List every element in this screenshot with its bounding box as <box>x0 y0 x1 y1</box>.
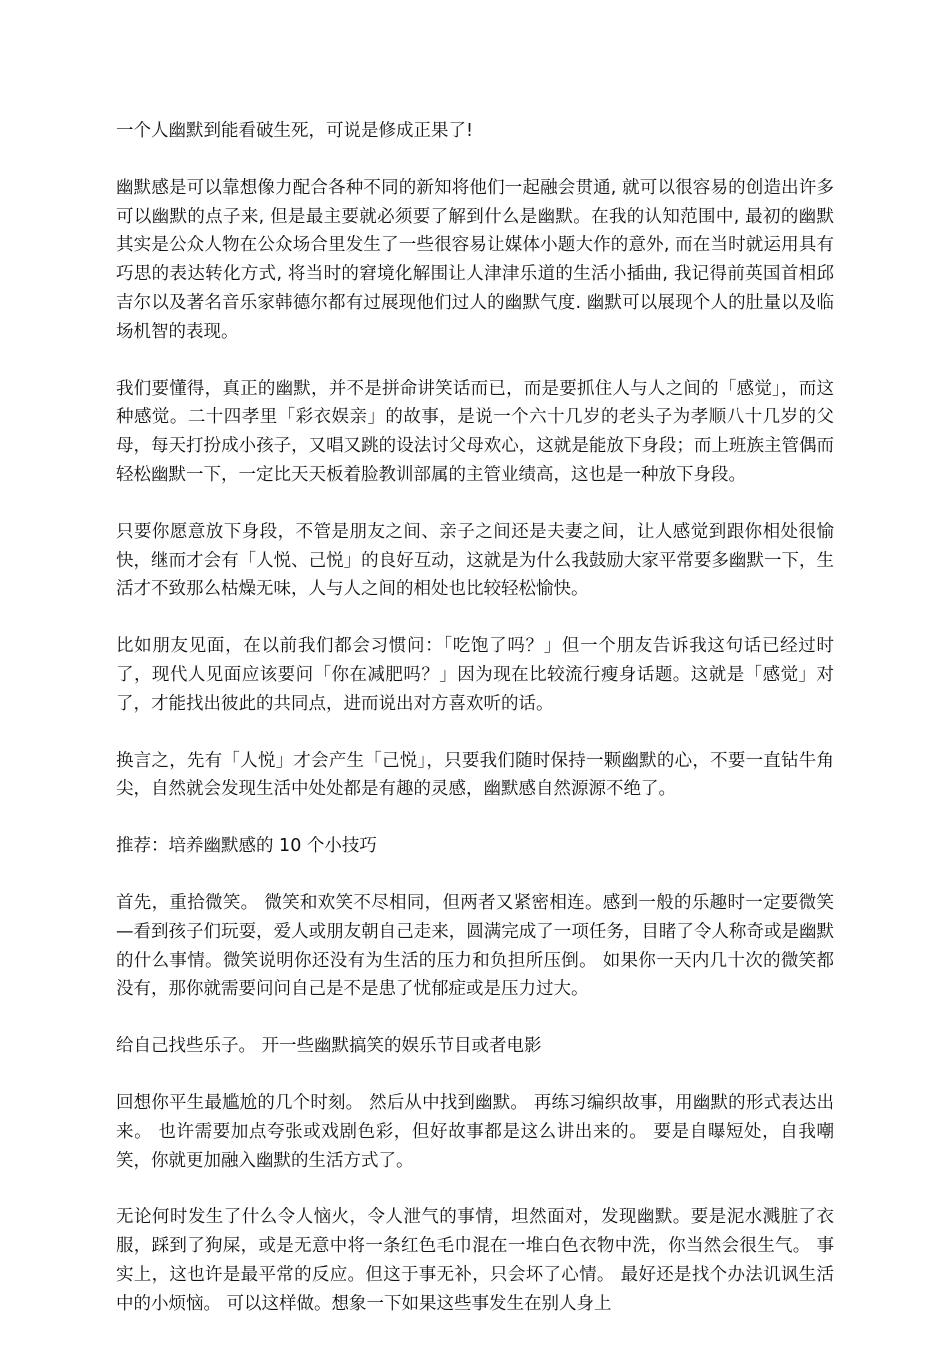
paragraph-tip-smile: 首先，重拾微笑。 微笑和欢笑不尽相同，但两者又紧密相连。感到一般的乐趣时一定要微笑—看到孩子们玩耍，爱人或朋友朝自己走来，圆满完成了一项任务，目睹了令人称奇或是幽默的什么事情。微笑说明你还没有为生活的压力和负担所压倒。 如果你一天内几十次的微笑都没有，那你就需要问问自己是不是患了忧郁症或是压力过大。 <box>116 892 834 1000</box>
paragraph-intro: 一个人幽默到能看破生死，可说是修成正果了! <box>116 121 474 141</box>
paragraph-tip-fun: 给自己找些乐子。 开一些幽默搞笑的娱乐节目或者电影 <box>116 1036 542 1057</box>
paragraph-humor-definition: 幽默感是可以靠想像力配合各种不同的新知将他们一起融会贯通, 就可以很容易的创造出许多可以幽默的点子来, 但是最主要就必须要了解到什么是幽默。在我的认知范围中, 最初的幽默其实是公众人物在公众场合里发生了一些很容易让媒体小题大作的意外, 而在当时就运用具有巧思的表达转化方式, 将当时的窘境化解围让人津津乐道的生活小插曲, 我记得前英国首相邱吉尔以及著名音乐家韩德尔都有过展现他们过人的幽默气度. 幽默可以展现个人的肚量以及临场机智的表现。 <box>116 177 834 342</box>
paragraph-lower-yourself: 只要你愿意放下身段，不管是朋友之间、亲子之间还是夫妻之间，让人感觉到跟你相处很愉快，继而才会有「人悦、己悦」的良好互动，这就是为什么我鼓励大家平常要多幽默一下，生活才不致那么枯燥无味，人与人之间的相处也比较轻松愉快。 <box>116 521 834 600</box>
paragraph-tip-annoyance: 无论何时发生了什么令人恼火，令人泄气的事情，坦然面对，发现幽默。要是泥水溅脏了衣服，踩到了狗屎，或是无意中将一条红色毛巾混在一堆白色衣物中洗，你当然会很生气。 事实上，这也许是最平常的反应。但这于事无补，只会坏了心情。 最好还是找个办法讥讽生活中的小烦恼。 可以这样做。想象一下如果这些事发生在别人身上 <box>116 1207 834 1314</box>
paragraph-in-other-words: 换言之，先有「人悦」才会产生「己悦」，只要我们随时保持一颗幽默的心，不要一直钻牛角尖，自然就会发现生活中处处都是有趣的灵感，幽默感自然源源不绝了。 <box>116 750 834 800</box>
paragraph-greeting-example: 比如朋友见面，在以前我们都会习惯问：「吃饱了吗？」但一个朋友告诉我这句话已经过时了，现代人见面应该要问「你在减肥吗？」因为现在比较流行瘦身话题。这就是「感觉」对了，才能找出彼此的共同点，进而说出对方喜欢听的话。 <box>116 636 834 714</box>
document-body <box>116 117 834 1347</box>
paragraph-tip-embarrassing: 回想你平生最尴尬的几个时刻。 然后从中找到幽默。 再练习编织故事，用幽默的形式表达出来。 也许需要加点夸张或戏剧色彩，但好故事都是这么讲出来的。 要是自曝短处，自我嘲笑，你就更加融入幽默的生活方式了。 <box>116 1092 834 1171</box>
paragraph-feeling: 我们要懂得，真正的幽默，并不是拼命讲笑话而已，而是要抓住人与人之间的「感觉」，而这种感觉。二十四孝里「彩衣娱亲」的故事，是说一个六十几岁的老头子为孝顺八十几岁的父母，每天打扮成小孩子，又唱又跳的设法讨父母欢心，这就是能放下身段；而上班族主管偶而轻松幽默一下，一定比天天板着脸教训部属的主管业绩高，这也是一种放下身段。 <box>116 378 834 485</box>
paragraph-recommend-heading: 推荐：培养幽默感的 10 个小技巧 <box>116 836 377 857</box>
